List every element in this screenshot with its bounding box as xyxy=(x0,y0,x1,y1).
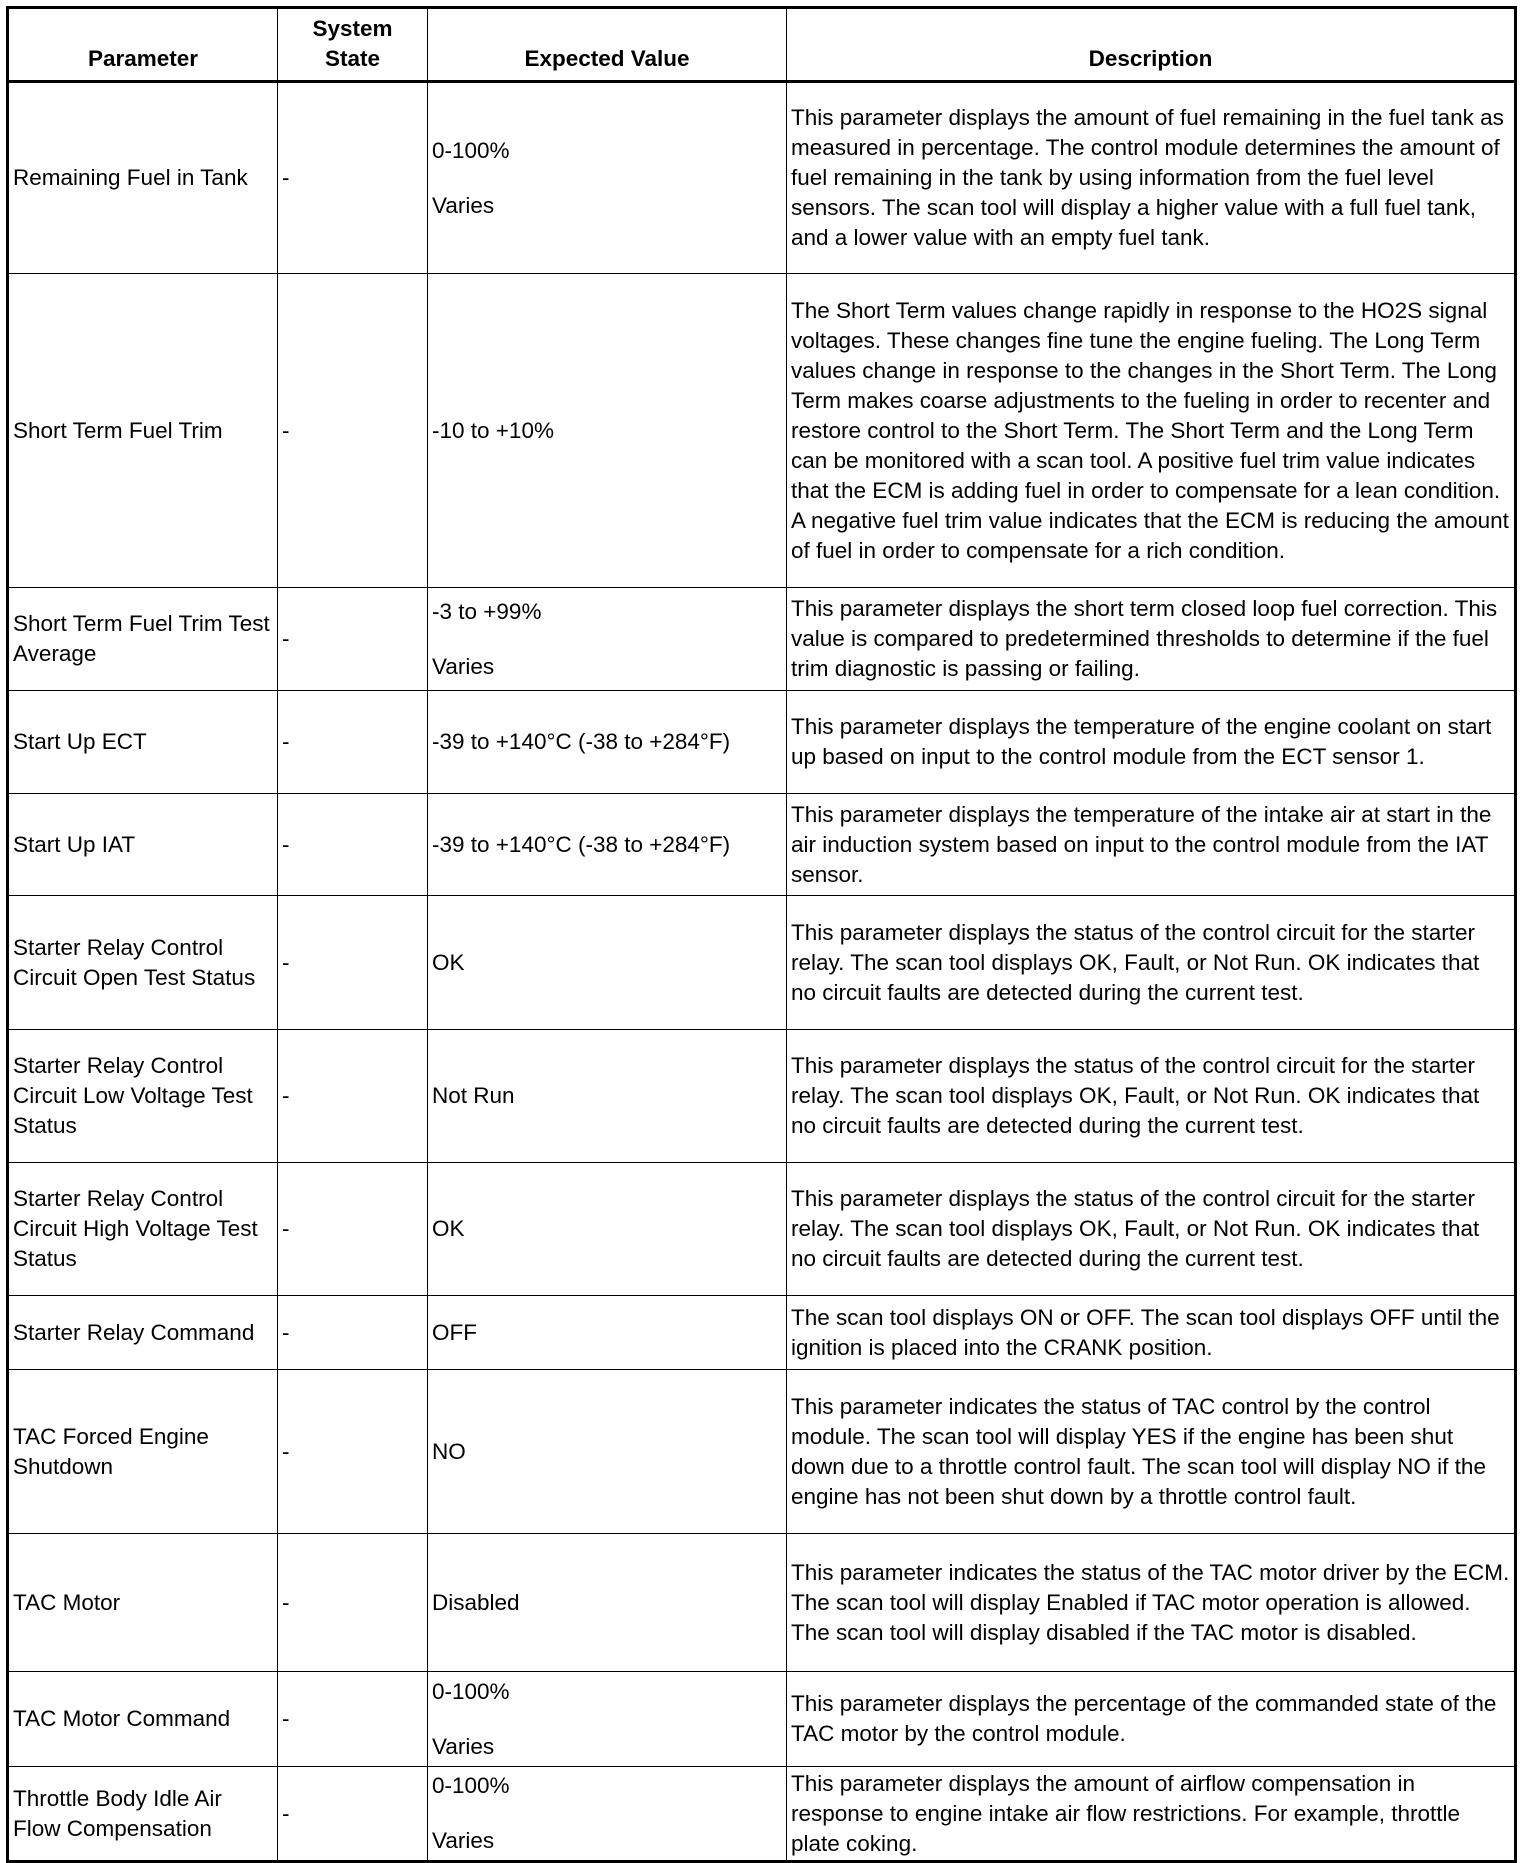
system-state-cell: - xyxy=(278,274,428,588)
description-cell: The scan tool displays ON or OFF. The scan tool displays OFF until the ignition is placed into the CRANK position. xyxy=(787,1296,1516,1370)
description-cell: This parameter displays the status of the control circuit for the starter relay. The scan tool displays OK, Fault, or Not Run. OK indicates that no circuit faults are detected during the current test. xyxy=(787,1030,1516,1163)
description-cell: The Short Term values change rapidly in response to the HO2S signal voltages. These changes fine tune the engine fueling. The Long Term values change in response to the changes in the Short Term. The Long Term makes coarse adjustments to the fueling in order to recenter and restore control to the Short Term. The Short Term and the Long Term can be monitored with a scan tool. A positive fuel trim value indicates that the ECM is adding fuel in order to compensate for a lean condition. A negative fuel trim value indicates that the ECM is reducing the amount of fuel in order to compensate for a rich condition. xyxy=(787,274,1516,588)
parameter-cell: TAC Motor xyxy=(8,1534,278,1672)
table-row xyxy=(8,588,1516,691)
description-cell: This parameter displays the temperature of the intake air at start in the air induction system based on input to the control module from the IAT sensor. xyxy=(787,794,1516,896)
system-state-cell: - xyxy=(278,82,428,274)
parameter-cell: Starter Relay Control Circuit High Voltage Test Status xyxy=(8,1163,278,1296)
expected-value: 0-100% xyxy=(432,1678,510,1704)
table-row xyxy=(8,1163,1516,1296)
system-state-cell: - xyxy=(278,1370,428,1534)
header-description: Description xyxy=(787,8,1516,82)
parameter-cell: Short Term Fuel Trim Test Average xyxy=(8,588,278,691)
description-cell: This parameter displays the percentage of the commanded state of the TAC motor by the control module. xyxy=(787,1672,1516,1767)
expected-value-cell xyxy=(428,1767,787,1862)
expected-value: OFF xyxy=(432,1319,477,1345)
expected-value-cell xyxy=(428,1370,787,1534)
description-cell: This parameter displays the amount of fuel remaining in the fuel tank as measured in percentage. The control module determines the amount of fuel remaining in the tank by using information from the fuel level sensors. The scan tool will display a higher value with a full fuel tank, and a lower value with an empty fuel tank. xyxy=(787,82,1516,274)
parameter-cell: Throttle Body Idle Air Flow Compensation xyxy=(8,1767,278,1862)
expected-value: -3 to +99% xyxy=(432,598,542,624)
parameter-cell: Remaining Fuel in Tank xyxy=(8,82,278,274)
expected-value-cell xyxy=(428,82,787,274)
description-cell: This parameter displays the amount of airflow compensation in response to engine intake air flow restrictions. For example, throttle plate coking. xyxy=(787,1767,1516,1862)
header-system-state: System State xyxy=(278,8,428,82)
table-row xyxy=(8,691,1516,794)
table-row xyxy=(8,82,1516,274)
table-row xyxy=(8,794,1516,896)
expected-value-cell xyxy=(428,691,787,794)
expected-value-cell xyxy=(428,794,787,896)
expected-value: Varies xyxy=(432,1828,495,1853)
expected-value: -10 to +10% xyxy=(432,417,554,443)
system-state-cell: - xyxy=(278,896,428,1030)
table-row xyxy=(8,1534,1516,1672)
parameter-cell: Start Up IAT xyxy=(8,794,278,896)
table-row xyxy=(8,274,1516,588)
expected-value: OK xyxy=(432,1216,465,1241)
system-state-cell: - xyxy=(278,1672,428,1767)
description-cell: This parameter indicates the status of the TAC motor driver by the ECM. The scan tool will display Enabled if TAC motor operation is allowed. The scan tool will display disabled if the TAC motor is disabled. xyxy=(787,1534,1516,1672)
expected-value: Disabled xyxy=(432,1589,520,1615)
header-expected-value: Expected Value xyxy=(428,8,787,82)
expected-value-cell xyxy=(428,588,787,691)
parameter-cell: Starter Relay Control Circuit Open Test Status xyxy=(8,896,278,1030)
parameter-cell: Starter Relay Command xyxy=(8,1296,278,1370)
description-cell: This parameter displays the status of the control circuit for the starter relay. The scan tool displays OK, Fault, or Not Run. OK indicates that no circuit faults are detected during the current test. xyxy=(787,1163,1516,1296)
parameter-table xyxy=(6,6,1517,1863)
parameter-cell: TAC Motor Command xyxy=(8,1672,278,1767)
system-state-cell: - xyxy=(278,1030,428,1163)
system-state-cell: - xyxy=(278,794,428,896)
table-row xyxy=(8,1370,1516,1534)
expected-value: Varies xyxy=(432,653,495,679)
table-row xyxy=(8,1030,1516,1163)
table-row xyxy=(8,1296,1516,1370)
expected-value-cell xyxy=(428,896,787,1030)
expected-value-cell xyxy=(428,274,787,588)
description-cell: This parameter displays the short term closed loop fuel correction. This value is compared to predetermined thresholds to determine if the fuel trim diagnostic is passing or failing. xyxy=(787,588,1516,691)
expected-value: Varies xyxy=(432,192,495,218)
expected-value: NO xyxy=(432,1438,466,1464)
expected-value: -39 to +140°C (-38 to +284°F) xyxy=(432,729,731,754)
parameter-cell: Short Term Fuel Trim xyxy=(8,274,278,588)
system-state-cell: - xyxy=(278,1767,428,1862)
expected-value: 0-100% xyxy=(432,1773,510,1798)
expected-value-cell xyxy=(428,1296,787,1370)
system-state-cell: - xyxy=(278,691,428,794)
table-row xyxy=(8,1767,1516,1862)
expected-value: OK xyxy=(432,949,465,975)
expected-value: 0-100% xyxy=(432,137,510,163)
system-state-cell: - xyxy=(278,1534,428,1672)
table-row xyxy=(8,1672,1516,1767)
description-cell: This parameter displays the temperature of the engine coolant on start up based on input to the control module from the ECT sensor 1. xyxy=(787,691,1516,794)
parameter-cell: TAC Forced Engine Shutdown xyxy=(8,1370,278,1534)
table-row xyxy=(8,896,1516,1030)
expected-value-cell xyxy=(428,1672,787,1767)
expected-value: -39 to +140°C (-38 to +284°F) xyxy=(432,831,731,857)
header-row xyxy=(8,8,1516,82)
expected-value-cell xyxy=(428,1163,787,1296)
system-state-cell: - xyxy=(278,588,428,691)
header-parameter: Parameter xyxy=(8,8,278,82)
system-state-cell: - xyxy=(278,1296,428,1370)
description-cell: This parameter indicates the status of TAC control by the control module. The scan tool will display YES if the engine has been shut down due to a throttle control fault. The scan tool will display NO if the engine has not been shut down by a throttle control fault. xyxy=(787,1370,1516,1534)
expected-value-cell xyxy=(428,1534,787,1672)
parameter-cell: Start Up ECT xyxy=(8,691,278,794)
expected-value: Varies xyxy=(432,1733,495,1759)
description-cell: This parameter displays the status of the control circuit for the starter relay. The scan tool displays OK, Fault, or Not Run. OK indicates that no circuit faults are detected during the current test. xyxy=(787,896,1516,1030)
expected-value: Not Run xyxy=(432,1083,515,1108)
expected-value-cell xyxy=(428,1030,787,1163)
parameter-cell: Starter Relay Control Circuit Low Voltage Test Status xyxy=(8,1030,278,1163)
system-state-cell: - xyxy=(278,1163,428,1296)
